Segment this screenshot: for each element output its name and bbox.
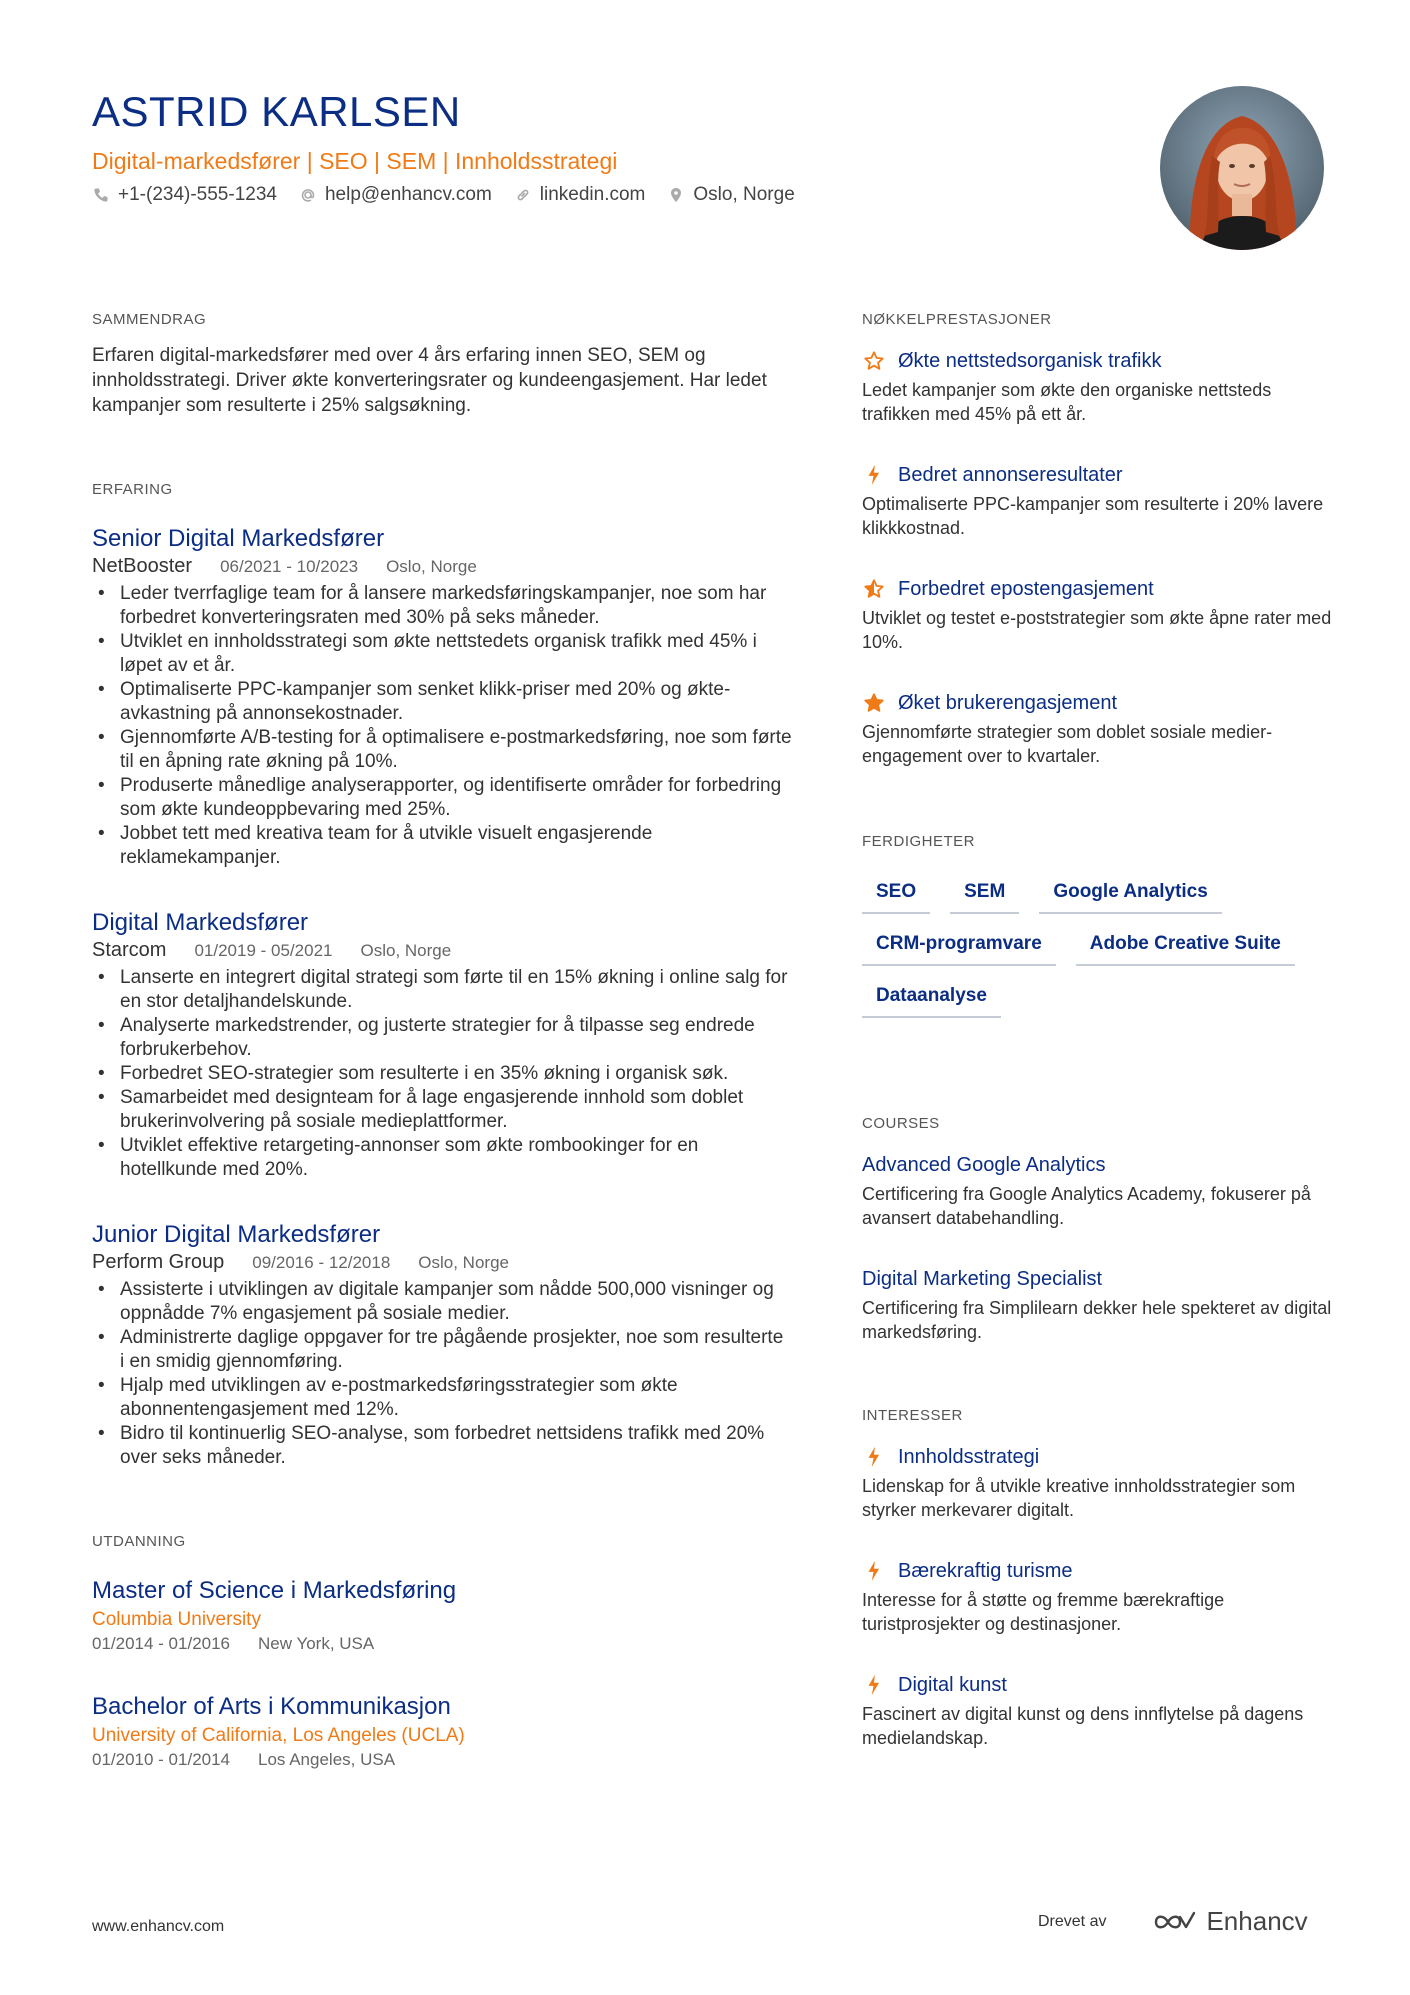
- resume-header: [92, 86, 1132, 206]
- job-title: Junior Digital Markedsfører: [92, 1221, 381, 1248]
- linkedin-link[interactable]: linkedin.com: [539, 184, 646, 205]
- brand-logo[interactable]: [1150, 1906, 1307, 1937]
- interest-desc: Fascinert av digital kunst og dens innflytelse på dagens medielandskap.: [862, 1704, 1304, 1748]
- job-bullets: [92, 1278, 792, 1470]
- job-dates: 01/2019 - 05/2021: [194, 941, 333, 960]
- job-dates: 06/2021 - 10/2023: [220, 557, 359, 576]
- job-title: Digital Markedsfører: [92, 909, 309, 936]
- job-bullet: • Utviklet effektive retargeting-annonser som økte rombookinger for en hotellkunde med 20%.: [92, 1134, 792, 1182]
- right-column: [862, 310, 1332, 1750]
- course-desc: Certificering fra Simplilearn dekker hele spekteret av digital markedsføring.: [862, 1298, 1332, 1342]
- email-link[interactable]: help@enhancv.com: [324, 184, 492, 205]
- education-meta: [92, 1634, 792, 1654]
- bolt-icon: [862, 1673, 886, 1697]
- star-outline-icon: [862, 349, 886, 373]
- education-section: [92, 1532, 792, 1770]
- skill-tag: SEO: [862, 872, 930, 914]
- profile-photo: [1160, 86, 1324, 250]
- skill-tag: Dataanalyse: [862, 976, 1001, 1018]
- job-company: Starcom: [92, 939, 167, 961]
- job-entry: [92, 1220, 792, 1470]
- job-meta: [92, 939, 792, 962]
- achievement-item: [862, 462, 1332, 540]
- contact-phone: [92, 184, 277, 206]
- experience-section: [92, 480, 792, 1470]
- education-entry: [92, 1576, 792, 1654]
- job-bullet: • Administrerte daglige oppgaver for tre pågående prosjekter, noe som resulterte i en smidig gjennomføring.: [92, 1326, 792, 1374]
- interest-item: [862, 1672, 1332, 1750]
- interests-heading: INTERESSER: [862, 1407, 963, 1424]
- job-entry: [92, 908, 792, 1182]
- job-bullet: • Optimaliserte PPC-kampanjer som senket klikk-priser med 20% og økte-avkastning på annonsekostnader.: [92, 678, 792, 726]
- achievement-header: [862, 348, 1332, 374]
- experience-heading: ERFARING: [92, 481, 173, 498]
- skills-heading: FERDIGHETER: [862, 833, 976, 850]
- powered-by-label: Drevet av: [1038, 1912, 1107, 1930]
- job-bullet: • Analyserte markedstrender, og justerte strategier for å tilpasse seg endrede forbrukerbehov.: [92, 1014, 792, 1062]
- job-bullets: [92, 966, 792, 1182]
- education-degree: Bachelor of Arts i Kommunikasjon: [92, 1693, 451, 1720]
- job-meta: [92, 1251, 792, 1274]
- courses-section: [862, 1114, 1332, 1344]
- interest-item: [862, 1558, 1332, 1636]
- summary-heading: SAMMENDRAG: [92, 311, 207, 328]
- education-dates: 01/2010 - 01/2014: [92, 1750, 231, 1769]
- job-bullet: • Leder tverrfaglige team for å lansere markedsføringskampanjer, noe som har forbedret konverteringsraten med 30% på seks måneder.: [92, 582, 792, 630]
- location-text: Oslo, Norge: [693, 184, 795, 205]
- summary-section: [92, 310, 792, 418]
- interest-header: [862, 1558, 1332, 1584]
- bolt-icon: [862, 1445, 886, 1469]
- skill-tag: SEM: [950, 872, 1019, 914]
- interest-header: [862, 1444, 1332, 1470]
- skill-tag: Google Analytics: [1039, 872, 1222, 914]
- job-location: Oslo, Norge: [360, 941, 452, 960]
- enhancv-logo-icon: [1150, 1909, 1198, 1935]
- education-location: New York, USA: [258, 1634, 375, 1653]
- achievements-section: [862, 310, 1332, 768]
- star-filled-icon: [862, 691, 886, 715]
- education-entry: [92, 1692, 792, 1770]
- summary-text: Erfaren digital-markedsfører med over 4 års erfaring innen SEO, SEM og innholdsstrategi. Driver økte konverteringsrater og kundeengasjement. Har ledet kampanjer som resulterte i 25% salgsøkning.: [92, 345, 767, 416]
- bolt-icon: [862, 463, 886, 487]
- interest-title: Innholdsstrategi: [898, 1446, 1040, 1468]
- footer-branding: [1038, 1906, 1308, 1937]
- achievement-item: [862, 576, 1332, 654]
- interest-desc: Lidenskap for å utvikle kreative innholdsstrategier som styrker merkevarer digitalt.: [862, 1476, 1296, 1520]
- contact-linkedin[interactable]: [514, 184, 646, 206]
- job-company: NetBooster: [92, 555, 193, 577]
- education-school: Columbia University: [92, 1609, 261, 1630]
- job-bullet: • Jobbet tett med kreativa team for å utvikle visuelt engasjerende reklamekampanjer.: [92, 822, 792, 870]
- job-entry: [92, 524, 792, 870]
- left-column: [92, 310, 792, 1770]
- contact-email[interactable]: [299, 184, 492, 206]
- course-title: Digital Marketing Specialist: [862, 1268, 1103, 1290]
- job-bullet: • Produserte månedlige analyserapporter, og identifiserte områder for forbedring som økte kundeoppbevaring med 25%.: [92, 774, 792, 822]
- star-half-icon: [862, 577, 886, 601]
- achievements-heading: NØKKELPRESTASJONER: [862, 311, 1052, 328]
- job-bullet: • Gjennomførte A/B-testing for å optimalisere e-postmarkedsføring, noe som førte til en åpning rate økning på 10%.: [92, 726, 792, 774]
- skills-section: [862, 832, 1332, 1028]
- job-bullet: • Utviklet en innholdsstrategi som økte nettstedets organisk trafikk med 45% i løpet av et år.: [92, 630, 792, 678]
- interest-desc: Interesse for å støtte og fremme bærekraftige turistprosjekter og destinasjoner.: [862, 1590, 1225, 1634]
- achievement-title: Økte nettstedsorganisk trafikk: [898, 350, 1162, 372]
- achievement-header: [862, 690, 1332, 716]
- skills-list: [862, 872, 1332, 1028]
- at-icon: [299, 186, 317, 204]
- job-bullet: • Lanserte en integrert digital strategi som førte til en 15% økning i online salg for en stor detaljhandelskunde.: [92, 966, 792, 1014]
- achievement-header: [862, 462, 1332, 488]
- achievement-desc: Gjennomførte strategier som doblet sosiale medier-engagement over to kvartaler.: [862, 722, 1273, 766]
- job-dates: 09/2016 - 12/2018: [252, 1253, 391, 1272]
- education-degree: Master of Science i Markedsføring: [92, 1577, 457, 1604]
- achievement-desc: Utviklet og testet e-poststrategier som økte åpne rater med 10%.: [862, 608, 1332, 652]
- education-school: University of California, Los Angeles (UCLA): [92, 1725, 465, 1746]
- contact-row: [92, 184, 1132, 206]
- course-item: [862, 1266, 1332, 1344]
- job-bullets: [92, 582, 792, 870]
- location-pin-icon: [667, 186, 685, 204]
- job-bullet: • Samarbeidet med designteam for å lage engasjerende innhold som doblet brukerinvolvering på sosiale medieplattformer.: [92, 1086, 792, 1134]
- achievement-header: [862, 576, 1332, 602]
- achievement-item: [862, 348, 1332, 426]
- education-meta: [92, 1750, 792, 1770]
- bolt-icon: [862, 1559, 886, 1583]
- courses-heading: COURSES: [862, 1115, 940, 1132]
- footer-website[interactable]: www.enhancv.com: [92, 1918, 225, 1935]
- interest-title: Digital kunst: [898, 1674, 1007, 1696]
- contact-location: [667, 184, 794, 206]
- skill-tag: CRM-programvare: [862, 924, 1056, 966]
- achievement-title: Øket brukerengasjement: [898, 692, 1118, 714]
- phone-text: +1-(234)-555-1234: [118, 184, 277, 205]
- achievement-title: Bedret annonseresultater: [898, 464, 1123, 486]
- education-dates: 01/2014 - 01/2016: [92, 1634, 231, 1653]
- phone-icon: [92, 186, 110, 204]
- course-desc: Certificering fra Google Analytics Academy, fokuserer på avansert databehandling.: [862, 1184, 1311, 1228]
- job-company: Perform Group: [92, 1251, 225, 1273]
- job-bullet: • Assisterte i utviklingen av digitale kampanjer som nådde 500,000 visninger og oppnådde 7% engasjement på sosiale medier.: [92, 1278, 792, 1326]
- course-title: Advanced Google Analytics: [862, 1154, 1106, 1176]
- link-icon: [514, 186, 532, 204]
- job-location: Oslo, Norge: [386, 557, 477, 576]
- interest-title: Bærekraftig turisme: [898, 1560, 1073, 1582]
- achievement-desc: Ledet kampanjer som økte den organiske nettsteds trafikken med 45% på ett år.: [862, 380, 1272, 424]
- education-heading: UTDANNING: [92, 1533, 186, 1550]
- skill-tag: Adobe Creative Suite: [1076, 924, 1295, 966]
- brand-name: Enhancv: [1206, 1906, 1308, 1936]
- job-location: Oslo, Norge: [418, 1253, 509, 1272]
- course-item: [862, 1152, 1332, 1230]
- job-bullet: • Bidro til kontinuerlig SEO-analyse, som forbedret nettsidens trafikk med 20% over seks måneder.: [92, 1422, 792, 1470]
- interests-section: [862, 1406, 1332, 1750]
- job-title: Senior Digital Markedsfører: [92, 525, 385, 552]
- job-bullet: • Hjalp med utviklingen av e-postmarkedsføringsstrategier som økte abonnentengasjement med 12%.: [92, 1374, 792, 1422]
- job-meta: [92, 555, 792, 578]
- achievement-item: [862, 690, 1332, 768]
- interest-item: [862, 1444, 1332, 1522]
- achievement-title: Forbedret epostengasjement: [898, 578, 1154, 600]
- achievement-desc: Optimaliserte PPC-kampanjer som resulterte i 20% lavere klikkkostnad.: [862, 494, 1324, 538]
- candidate-headline: Digital-markedsfører | SEO | SEM | Innholdsstrategi: [92, 148, 618, 174]
- education-location: Los Angeles, USA: [258, 1750, 396, 1769]
- candidate-name: ASTRID KARLSEN: [92, 88, 461, 135]
- interest-header: [862, 1672, 1332, 1698]
- job-bullet: • Forbedret SEO-strategier som resulterte i en 35% økning i organisk søk.: [92, 1062, 792, 1086]
